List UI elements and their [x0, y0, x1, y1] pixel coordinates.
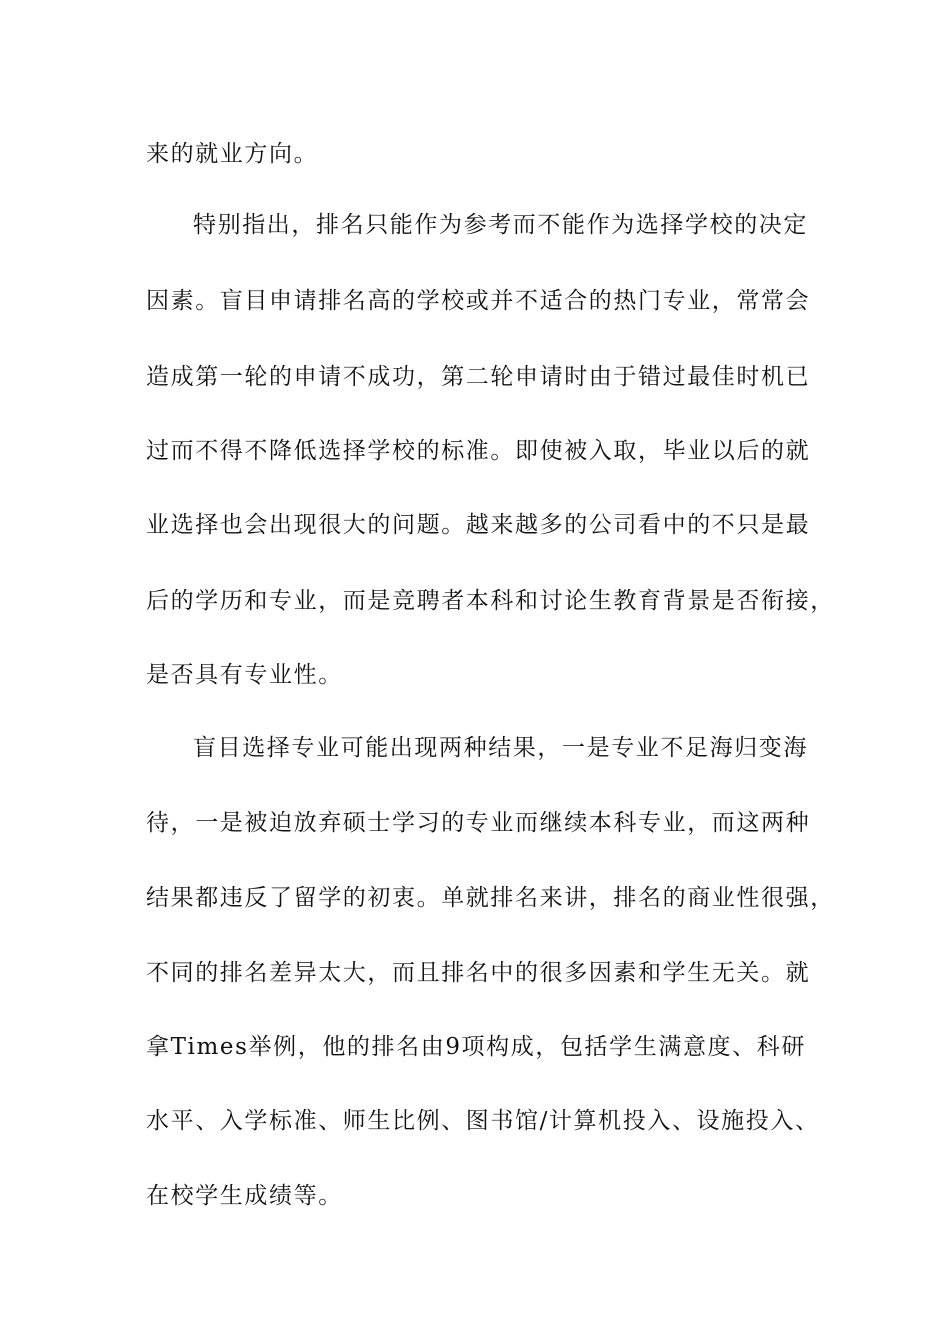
text-line: 水平、入学标准、师生比例、图书馆/计算机投入、设施投入、	[146, 1108, 820, 1134]
text-line: 在校学生成绩等。	[146, 1183, 343, 1209]
text-line: 结果都违反了留学的初衷。单就排名来讲，排名的商业性很强，	[146, 885, 835, 911]
text-line: 过而不得不降低选择学校的标准。即使被入取，毕业以后的就	[146, 438, 811, 464]
text-line: 因素。盲目申请排名高的学校或并不适合的热门专业，常常会	[146, 288, 811, 314]
text-line: 不同的排名差异太大，而且排名中的很多因素和学生无关。就	[146, 960, 811, 986]
text-line: 待，一是被迫放弃硕士学习的专业而继续本科专业，而这两种	[146, 810, 811, 836]
text-line: 拿Times举例，他的排名由9项构成，包括学生满意度、科研	[146, 1034, 806, 1060]
text-line: 业选择也会出现很大的问题。越来越多的公司看中的不只是最	[146, 512, 811, 538]
paragraph-first-line: 特别指出，排名只能作为参考而不能作为选择学校的决定	[193, 212, 808, 238]
text-line: 造成第一轮的申请不成功，第二轮申请时由于错过最佳时机已	[146, 364, 811, 390]
paragraph-first-line: 盲目选择专业可能出现两种结果，一是专业不足海归变海	[193, 735, 808, 761]
text-line: 来的就业方向。	[146, 141, 319, 167]
text-line: 后的学历和专业，而是竞聘者本科和讨论生教育背景是否衔接，	[146, 588, 835, 614]
text-line: 是否具有专业性。	[146, 662, 343, 688]
